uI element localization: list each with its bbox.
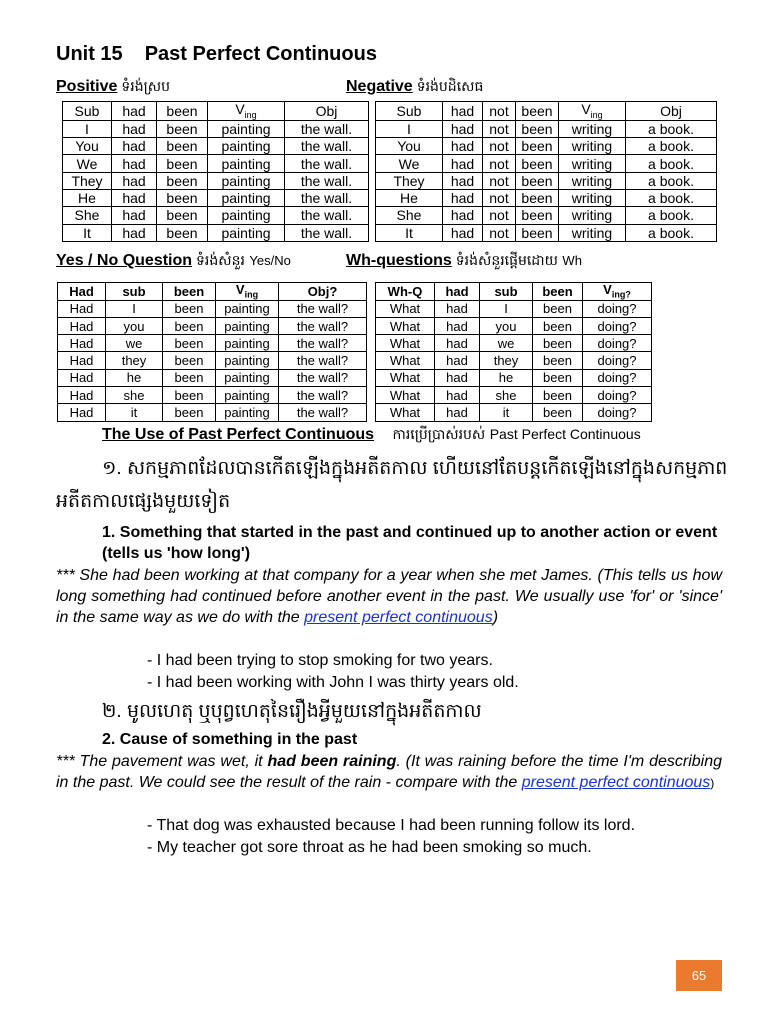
yesno-table-cell: been [163, 317, 216, 334]
positive-table-cell: been [157, 172, 208, 189]
yesno-table-cell: been [163, 300, 216, 317]
wh-table-cell: been [533, 335, 583, 352]
positive-table-cell: I [63, 120, 112, 137]
wh-table-cell: had [435, 369, 480, 386]
wh-table-cell: doing? [583, 335, 652, 352]
negative-table-cell: a book. [626, 189, 717, 206]
negative-table-cell: been [516, 207, 559, 224]
positive-table-cell: had [112, 224, 157, 241]
use2-example-1: - That dog was exhausted because I had been running follow its lord. [147, 817, 636, 834]
positive-table-cell: We [63, 155, 112, 172]
yesno-table-row [58, 352, 367, 369]
yesno-table-cell: we [106, 335, 163, 352]
use2-kh-line: ២. មូលហេតុ ឬបុព្វហេតុនៃរឿងអ្វីមួយនៅក្នុងអតីតកាល [102, 701, 482, 722]
positive-table-cell: the wall. [285, 172, 369, 189]
negative-table-cell: been [516, 138, 559, 155]
yesno-table-cell: painting [216, 300, 279, 317]
negative-table-cell: a book. [626, 155, 717, 172]
use1-kh-line2: អតីតកាលផ្សេងមួយទៀត [56, 491, 231, 512]
yesno-table-cell: Had [58, 317, 106, 334]
yesno-table-header-cell: Obj? [279, 283, 367, 301]
positive-table-row [63, 120, 369, 137]
yesno-table-row [58, 317, 367, 334]
wh-table-cell: been [533, 300, 583, 317]
wh-table-cell: been [533, 387, 583, 404]
wh-table-cell: doing? [583, 404, 652, 421]
positive-table-row [63, 138, 369, 155]
use2-heading: 2. Cause of something in the past [102, 731, 358, 748]
yesno-table-cell: they [106, 352, 163, 369]
yesno-table-header-row [58, 283, 367, 301]
yesno-table-cell: painting [216, 404, 279, 421]
yesno-table-cell: been [163, 387, 216, 404]
positive-table-cell: had [112, 155, 157, 172]
negative-table-cell: had [443, 138, 483, 155]
negative-table-row [376, 155, 717, 172]
wh-table-header-cell: Wh-Q [376, 283, 435, 301]
wh-table-header-row [376, 283, 652, 301]
positive-table-cell: been [157, 224, 208, 241]
yesno-table-cell: the wall? [279, 352, 367, 369]
positive-table [62, 101, 369, 242]
yesno-table-cell: the wall? [279, 387, 367, 404]
yesno-table-cell: painting [216, 352, 279, 369]
negative-table-cell: writing [559, 155, 626, 172]
wh-table-row [376, 300, 652, 317]
negative-table-cell: had [443, 189, 483, 206]
positive-table-cell: been [157, 155, 208, 172]
yesno-table-cell: Had [58, 387, 106, 404]
negative-table-row [376, 138, 717, 155]
wh-table-cell: been [533, 404, 583, 421]
positive-table-cell: painting [208, 172, 285, 189]
yesno-table-cell: the wall? [279, 335, 367, 352]
negative-table-header-cell: $V_{ing}$ [559, 102, 626, 121]
wh-table-cell: What [376, 369, 435, 386]
positive-table-cell: painting [208, 138, 285, 155]
yesno-table-cell: you [106, 317, 163, 334]
negative-table [375, 101, 717, 242]
yesno-table-cell: Had [58, 369, 106, 386]
yesno-table-row [58, 369, 367, 386]
negative-table-cell: been [516, 172, 559, 189]
negative-table-row [376, 189, 717, 206]
use2-example-2: - My teacher got sore throat as he had been smoking so much. [147, 839, 592, 856]
negative-table-cell: had [443, 224, 483, 241]
negative-table-header-cell: been [516, 102, 559, 121]
wh-table-header-cell: been [533, 283, 583, 301]
negative-table-cell: She [376, 207, 443, 224]
positive-table-cell: painting [208, 224, 285, 241]
negative-table-cell: been [516, 224, 559, 241]
negative-table-cell: been [516, 189, 559, 206]
positive-table-cell: painting [208, 189, 285, 206]
negative-table-header-cell: Obj [626, 102, 717, 121]
wh-table-cell: What [376, 335, 435, 352]
positive-table-header-cell: had [112, 102, 157, 121]
positive-table-cell: painting [208, 207, 285, 224]
wh-table-cell: What [376, 352, 435, 369]
wh-table-cell: had [435, 387, 480, 404]
yesno-table-cell: it [106, 404, 163, 421]
negative-table-cell: writing [559, 207, 626, 224]
yesno-heading: Yes / No Question ទំរង់សំនួរ Yes/No [56, 252, 291, 269]
negative-table-cell: writing [559, 138, 626, 155]
yesno-table-row [58, 335, 367, 352]
negative-table-header-row [376, 102, 717, 121]
negative-table-cell: It [376, 224, 443, 241]
yesno-table-cell: she [106, 387, 163, 404]
yesno-table-cell: been [163, 352, 216, 369]
wh-table-row [376, 387, 652, 404]
wh-table-cell: had [435, 317, 480, 334]
negative-table-cell: a book. [626, 172, 717, 189]
negative-table-cell: I [376, 120, 443, 137]
positive-table-cell: They [63, 172, 112, 189]
negative-table-cell: been [516, 155, 559, 172]
yesno-table-cell: the wall? [279, 300, 367, 317]
negative-table-cell: a book. [626, 120, 717, 137]
negative-table-cell: had [443, 120, 483, 137]
yesno-table-cell: painting [216, 335, 279, 352]
positive-table-cell: painting [208, 155, 285, 172]
wh-table-cell: doing? [583, 369, 652, 386]
positive-heading: Positive ទំរង់ស្រប [56, 78, 170, 95]
use1-kh-line1: ១. សកម្មភាពដែលបានកើតឡើងក្នុងអតីតកាល ហើយនៅតែបន្តកើតឡើងនៅក្នុងសកម្មភាព [102, 458, 728, 479]
yesno-table-row [58, 404, 367, 421]
negative-table-cell: They [376, 172, 443, 189]
positive-table-header-cell: Obj [285, 102, 369, 121]
yesno-table-header-cell: $V_{ing}$ [216, 283, 279, 301]
negative-table-row [376, 120, 717, 137]
positive-table-cell: the wall. [285, 120, 369, 137]
wh-table-cell: doing? [583, 317, 652, 334]
yesno-table-cell: been [163, 404, 216, 421]
positive-table-row [63, 189, 369, 206]
negative-table-cell: writing [559, 189, 626, 206]
wh-table-cell: been [533, 369, 583, 386]
wh-table-cell: it [480, 404, 533, 421]
wh-table-header-cell: sub [480, 283, 533, 301]
use1-heading: 1. Something that started in the past and continued up to another action or event (tells us 'how long') [102, 524, 718, 562]
yesno-table-cell: the wall? [279, 369, 367, 386]
negative-table-cell: not [483, 189, 516, 206]
positive-table-row [63, 207, 369, 224]
positive-table-cell: the wall. [285, 155, 369, 172]
wh-table-cell: they [480, 352, 533, 369]
positive-table-cell: You [63, 138, 112, 155]
wh-table-row [376, 335, 652, 352]
use1-example-2: - I had been working with John I was thirty years old. [147, 674, 519, 691]
negative-table-cell: writing [559, 120, 626, 137]
unit-topic: Past Perfect Continuous [144, 43, 377, 65]
wh-table-cell: What [376, 317, 435, 334]
wh-table-header-cell: $V_{ing?}$ [583, 283, 652, 301]
yesno-table-row [58, 387, 367, 404]
negative-table-header-cell: Sub [376, 102, 443, 121]
negative-heading: Negative ទំរង់បដិសេធ [346, 78, 484, 95]
wh-table-cell: had [435, 300, 480, 317]
negative-table-cell: had [443, 155, 483, 172]
positive-table-cell: It [63, 224, 112, 241]
present-perfect-continuous-link[interactable]: present perfect continuous [304, 609, 493, 626]
use1-example-1: - I had been trying to stop smoking for two years. [147, 652, 493, 669]
negative-table-cell: You [376, 138, 443, 155]
wh-table-cell: we [480, 335, 533, 352]
yesno-table-cell: Had [58, 300, 106, 317]
wh-table-cell: she [480, 387, 533, 404]
negative-table-header-cell: not [483, 102, 516, 121]
wh-table-cell: doing? [583, 387, 652, 404]
yesno-table-cell: Had [58, 404, 106, 421]
yesno-table-cell: the wall? [279, 317, 367, 334]
positive-table-cell: had [112, 189, 157, 206]
negative-table-cell: writing [559, 172, 626, 189]
wh-table-cell: been [533, 352, 583, 369]
negative-table-row [376, 207, 717, 224]
positive-table-row [63, 224, 369, 241]
negative-table-cell: writing [559, 224, 626, 241]
wh-table-cell: doing? [583, 300, 652, 317]
yesno-table-header-cell: Had [58, 283, 106, 301]
page-number: 65 [676, 960, 722, 991]
negative-table-cell: had [443, 172, 483, 189]
present-perfect-continuous-link-2[interactable]: present perfect continuous [521, 774, 711, 791]
negative-table-cell: been [516, 120, 559, 137]
wh-table-cell: What [376, 404, 435, 421]
negative-table-cell: not [483, 207, 516, 224]
positive-table-cell: had [112, 207, 157, 224]
negative-table-cell: had [443, 207, 483, 224]
wh-table-cell: doing? [583, 352, 652, 369]
wh-table-cell: been [533, 317, 583, 334]
positive-table-cell: been [157, 138, 208, 155]
wh-table-row [376, 352, 652, 369]
positive-table-cell: She [63, 207, 112, 224]
negative-table-cell: not [483, 138, 516, 155]
use-heading: The Use of Past Perfect Continuous ការប្រើប្រាស់របស់ Past Perfect Continuous [102, 426, 641, 443]
positive-table-cell: been [157, 120, 208, 137]
positive-table-header-cell: been [157, 102, 208, 121]
yesno-table-cell: the wall? [279, 404, 367, 421]
yesno-table-cell: been [163, 335, 216, 352]
negative-table-cell: not [483, 224, 516, 241]
wh-table-cell: What [376, 300, 435, 317]
yesno-table-cell: Had [58, 335, 106, 352]
positive-table-row [63, 172, 369, 189]
yesno-table-cell: Had [58, 352, 106, 369]
yesno-table-cell: painting [216, 387, 279, 404]
positive-table-cell: the wall. [285, 138, 369, 155]
wh-table-cell: he [480, 369, 533, 386]
positive-table-cell: the wall. [285, 207, 369, 224]
positive-table-cell: had [112, 120, 157, 137]
positive-table-cell: been [157, 189, 208, 206]
use1-note: *** She had been working at that company for a year when she met James. (This tells us how long something had continued before another event in the past. We usually use 'for' or 'since' in the same way as we do with the present perfect continuous) [56, 567, 722, 626]
wh-table [375, 282, 652, 422]
positive-table-cell: had [112, 172, 157, 189]
negative-table-row [376, 224, 717, 241]
wh-table-cell: I [480, 300, 533, 317]
negative-table-cell: a book. [626, 224, 717, 241]
yesno-table-cell: I [106, 300, 163, 317]
positive-table-header-row [63, 102, 369, 121]
yesno-table-row [58, 300, 367, 317]
yesno-table [57, 282, 367, 422]
positive-table-cell: had [112, 138, 157, 155]
negative-table-cell: a book. [626, 207, 717, 224]
yesno-table-cell: painting [216, 317, 279, 334]
positive-table-cell: been [157, 207, 208, 224]
positive-table-cell: He [63, 189, 112, 206]
wh-table-cell: had [435, 335, 480, 352]
negative-table-header-cell: had [443, 102, 483, 121]
negative-table-cell: a book. [626, 138, 717, 155]
whq-heading: Wh-questions ទំរង់សំនួរផ្តើមដោយ Wh [346, 252, 582, 269]
positive-table-header-cell: $V_{ing}$ [208, 102, 285, 121]
yesno-table-header-cell: been [163, 283, 216, 301]
negative-table-row [376, 172, 717, 189]
wh-table-cell: had [435, 404, 480, 421]
negative-table-cell: We [376, 155, 443, 172]
wh-table-row [376, 317, 652, 334]
yesno-table-cell: been [163, 369, 216, 386]
wh-table-cell: What [376, 387, 435, 404]
positive-table-row [63, 155, 369, 172]
positive-table-cell: the wall. [285, 224, 369, 241]
negative-table-cell: not [483, 172, 516, 189]
use2-note: *** The pavement was wet, it had been raining. (It was raining before the time I'm describing in the past. We could see the result of the rain - compare with the present perfect continuous) [56, 753, 723, 791]
wh-table-row [376, 404, 652, 421]
positive-table-header-cell: Sub [63, 102, 112, 121]
unit-number: Unit 15 [56, 43, 123, 65]
positive-table-cell: the wall. [285, 189, 369, 206]
wh-table-cell: you [480, 317, 533, 334]
yesno-table-cell: painting [216, 369, 279, 386]
yesno-table-cell: he [106, 369, 163, 386]
negative-table-cell: not [483, 120, 516, 137]
page-title [56, 43, 377, 66]
positive-table-cell: painting [208, 120, 285, 137]
negative-table-cell: He [376, 189, 443, 206]
negative-table-cell: not [483, 155, 516, 172]
wh-table-header-cell: had [435, 283, 480, 301]
wh-table-cell: had [435, 352, 480, 369]
wh-table-row [376, 369, 652, 386]
yesno-table-header-cell: sub [106, 283, 163, 301]
